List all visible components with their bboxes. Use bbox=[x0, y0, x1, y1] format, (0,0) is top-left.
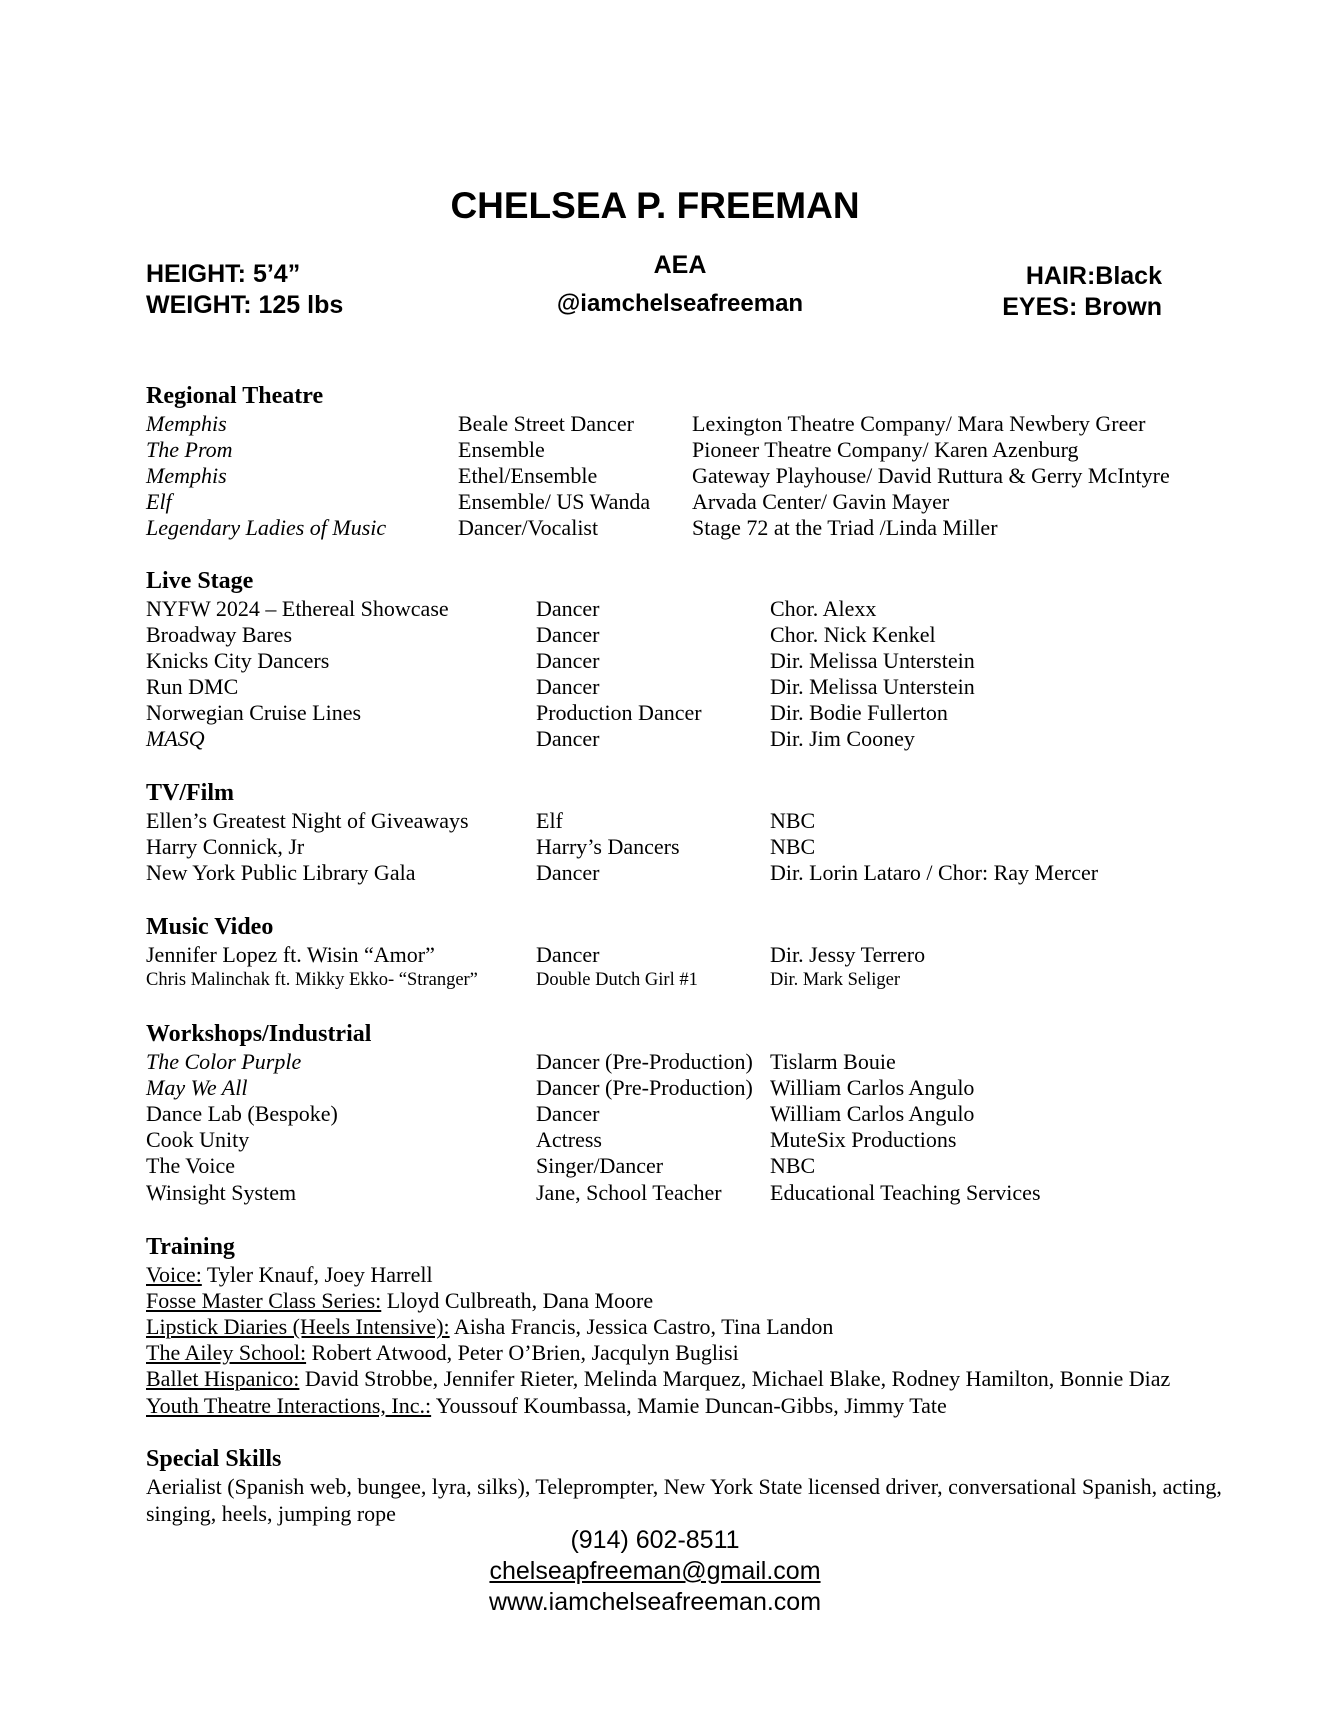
credit-director: Chor. Nick Kenkel bbox=[770, 622, 936, 647]
credit-row bbox=[0, 622, 1322, 648]
training-school: Lipstick Diaries (Heels Intensive): bbox=[146, 1314, 450, 1339]
training-line bbox=[146, 1314, 833, 1340]
credit-show: Elf bbox=[146, 489, 172, 514]
credit-row bbox=[0, 596, 1322, 622]
training-teachers: Aisha Francis, Jessica Castro, Tina Landon bbox=[449, 1314, 834, 1339]
credit-row bbox=[0, 1180, 1322, 1206]
credit-role: Dancer bbox=[536, 726, 600, 751]
contact-phone: (914) 602-8511 bbox=[570, 1526, 740, 1554]
credit-role: Dancer bbox=[536, 648, 600, 673]
credit-director: Dir. Melissa Unterstein bbox=[770, 674, 975, 699]
credit-company: Lexington Theatre Company/ Mara Newbery Greer bbox=[692, 411, 1146, 436]
credit-row bbox=[0, 411, 1322, 437]
credit-row bbox=[0, 463, 1322, 489]
credit-show: The Prom bbox=[146, 437, 233, 462]
credit-role: Singer/Dancer bbox=[536, 1153, 664, 1178]
social-handle: @iamchelseafreeman bbox=[556, 290, 804, 317]
credit-show: Norwegian Cruise Lines bbox=[146, 700, 362, 725]
credit-show: Dance Lab (Bespoke) bbox=[146, 1101, 338, 1126]
credit-show: Chris Malinchak ft. Mikky Ekko- “Stranger” bbox=[146, 970, 478, 990]
credit-show: Memphis bbox=[146, 411, 227, 436]
credit-network: NBC bbox=[770, 1153, 816, 1178]
training-teachers: Robert Atwood, Peter O’Brien, Jacqulyn Buglisi bbox=[306, 1340, 739, 1365]
section-heading-live-stage: Live Stage bbox=[146, 568, 254, 594]
credit-row bbox=[0, 1049, 1322, 1075]
credit-show: Memphis bbox=[146, 463, 227, 488]
credit-role: Beale Street Dancer bbox=[458, 411, 634, 436]
credit-show: The Color Purple bbox=[146, 1049, 302, 1074]
training-line bbox=[146, 1340, 739, 1366]
training-line bbox=[146, 1288, 653, 1314]
credit-director: Dir. Lorin Lataro / Chor: Ray Mercer bbox=[770, 860, 1099, 885]
credit-company: Pioneer Theatre Company/ Karen Azenburg bbox=[692, 437, 1079, 462]
training-school: Youth Theatre Interactions, Inc.: bbox=[146, 1393, 432, 1418]
credit-row bbox=[0, 700, 1322, 726]
training-school: Fosse Master Class Series: bbox=[146, 1288, 382, 1313]
credit-role: Dancer (Pre-Production) bbox=[536, 1049, 753, 1074]
training-school: Voice: bbox=[146, 1262, 202, 1287]
credit-row bbox=[0, 1075, 1322, 1101]
credit-company: Educational Teaching Services bbox=[770, 1180, 1041, 1205]
section-heading-training: Training bbox=[146, 1234, 235, 1260]
credit-role: Ensemble/ US Wanda bbox=[458, 489, 651, 514]
credit-show: Broadway Bares bbox=[146, 622, 293, 647]
credit-row bbox=[0, 808, 1322, 834]
credit-network: NBC bbox=[770, 834, 816, 859]
credit-row bbox=[0, 515, 1322, 541]
credit-director: William Carlos Angulo bbox=[770, 1101, 975, 1126]
credit-company: Arvada Center/ Gavin Mayer bbox=[692, 489, 950, 514]
credit-director: William Carlos Angulo bbox=[770, 1075, 975, 1100]
credit-role: Production Dancer bbox=[536, 700, 702, 725]
credit-row bbox=[0, 970, 1322, 996]
credit-show: The Voice bbox=[146, 1153, 235, 1178]
credit-row bbox=[0, 942, 1322, 968]
credit-role: Dancer/Vocalist bbox=[458, 515, 599, 540]
eyes-stat: EYES: Brown bbox=[1002, 293, 1162, 321]
credit-show: Ellen’s Greatest Night of Giveaways bbox=[146, 808, 469, 833]
credit-role: Actress bbox=[536, 1127, 602, 1152]
training-school: The Ailey School: bbox=[146, 1340, 307, 1365]
credit-role: Double Dutch Girl #1 bbox=[536, 970, 698, 990]
credit-show: Harry Connick, Jr bbox=[146, 834, 305, 859]
section-heading-regional: Regional Theatre bbox=[146, 383, 324, 409]
credit-role: Dancer bbox=[536, 1101, 600, 1126]
credit-show: Cook Unity bbox=[146, 1127, 250, 1152]
credit-row bbox=[0, 1101, 1322, 1127]
credit-row bbox=[0, 834, 1322, 860]
credit-role: Elf bbox=[536, 808, 563, 833]
credit-row bbox=[0, 489, 1322, 515]
training-teachers: Lloyd Culbreath, Dana Moore bbox=[381, 1288, 654, 1313]
training-line bbox=[146, 1366, 1170, 1392]
credit-role: Dancer bbox=[536, 860, 600, 885]
special-skills-text: Aerialist (Spanish web, bungee, lyra, silks), Teleprompter, New York State licensed driver, conversational Spanish, acting, singing, heels, jumping rope bbox=[146, 1474, 1222, 1526]
contact-email-link[interactable]: chelseapfreeman@gmail.com bbox=[489, 1557, 821, 1585]
credit-director: Tislarm Bouie bbox=[770, 1049, 896, 1074]
credit-company: Stage 72 at the Triad /Linda Miller bbox=[692, 515, 998, 540]
credit-row bbox=[0, 1153, 1322, 1179]
credit-director: Dir. Jessy Terrero bbox=[770, 942, 926, 967]
training-school: Ballet Hispanico: bbox=[146, 1366, 300, 1391]
credit-show: Legendary Ladies of Music bbox=[146, 515, 387, 540]
credit-row bbox=[0, 726, 1322, 752]
credit-show: Knicks City Dancers bbox=[146, 648, 330, 673]
weight-stat: WEIGHT: 125 lbs bbox=[146, 291, 344, 319]
credit-row bbox=[0, 648, 1322, 674]
union-affiliation: AEA bbox=[653, 251, 707, 279]
section-heading-workshops: Workshops/Industrial bbox=[146, 1021, 372, 1047]
credit-director: Dir. Mark Seliger bbox=[770, 970, 900, 990]
credit-show: NYFW 2024 – Ethereal Showcase bbox=[146, 596, 449, 621]
credit-show: Run DMC bbox=[146, 674, 239, 699]
credit-row bbox=[0, 437, 1322, 463]
credit-row bbox=[0, 674, 1322, 700]
resume-name: CHELSEA P. FREEMAN bbox=[450, 185, 860, 226]
credit-show: Winsight System bbox=[146, 1180, 297, 1205]
credit-role: Harry’s Dancers bbox=[536, 834, 680, 859]
section-heading-special-skills: Special Skills bbox=[146, 1446, 282, 1472]
training-line bbox=[146, 1262, 433, 1288]
credit-show: May We All bbox=[146, 1075, 248, 1100]
credit-row bbox=[0, 1127, 1322, 1153]
credit-role: Ethel/Ensemble bbox=[458, 463, 598, 488]
credit-director: Dir. Melissa Unterstein bbox=[770, 648, 975, 673]
height-stat: HEIGHT: 5’4” bbox=[146, 260, 301, 288]
credit-director: Dir. Jim Cooney bbox=[770, 726, 915, 751]
credit-company: Gateway Playhouse/ David Ruttura & Gerry McIntyre bbox=[692, 463, 1170, 488]
credit-director: Chor. Alexx bbox=[770, 596, 877, 621]
credit-show: MASQ bbox=[146, 726, 205, 751]
credit-role: Dancer (Pre-Production) bbox=[536, 1075, 753, 1100]
credit-role: Ensemble bbox=[458, 437, 545, 462]
credit-row bbox=[0, 860, 1322, 886]
credit-role: Dancer bbox=[536, 622, 600, 647]
training-teachers: David Strobbe, Jennifer Rieter, Melinda Marquez, Michael Blake, Rodney Hamilton, Bonnie Diaz bbox=[299, 1366, 1171, 1391]
credit-show: Jennifer Lopez ft. Wisin “Amor” bbox=[146, 942, 435, 967]
training-teachers: Tyler Knauf, Joey Harrell bbox=[201, 1262, 433, 1287]
credit-network: NBC bbox=[770, 808, 816, 833]
hair-stat: HAIR:Black bbox=[1025, 262, 1162, 290]
credit-show: New York Public Library Gala bbox=[146, 860, 416, 885]
credit-director: Dir. Bodie Fullerton bbox=[770, 700, 948, 725]
credit-role: Dancer bbox=[536, 942, 600, 967]
training-line bbox=[146, 1393, 947, 1419]
credit-company: MuteSix Productions bbox=[770, 1127, 957, 1152]
training-teachers: Youssouf Koumbassa, Mamie Duncan-Gibbs, Jimmy Tate bbox=[431, 1393, 947, 1418]
credit-role: Jane, School Teacher bbox=[536, 1180, 722, 1205]
credit-role: Dancer bbox=[536, 596, 600, 621]
section-heading-tv-film: TV/Film bbox=[146, 780, 234, 806]
section-heading-music-video: Music Video bbox=[146, 914, 274, 940]
credit-role: Dancer bbox=[536, 674, 600, 699]
contact-website: www.iamchelseafreeman.com bbox=[488, 1588, 822, 1616]
